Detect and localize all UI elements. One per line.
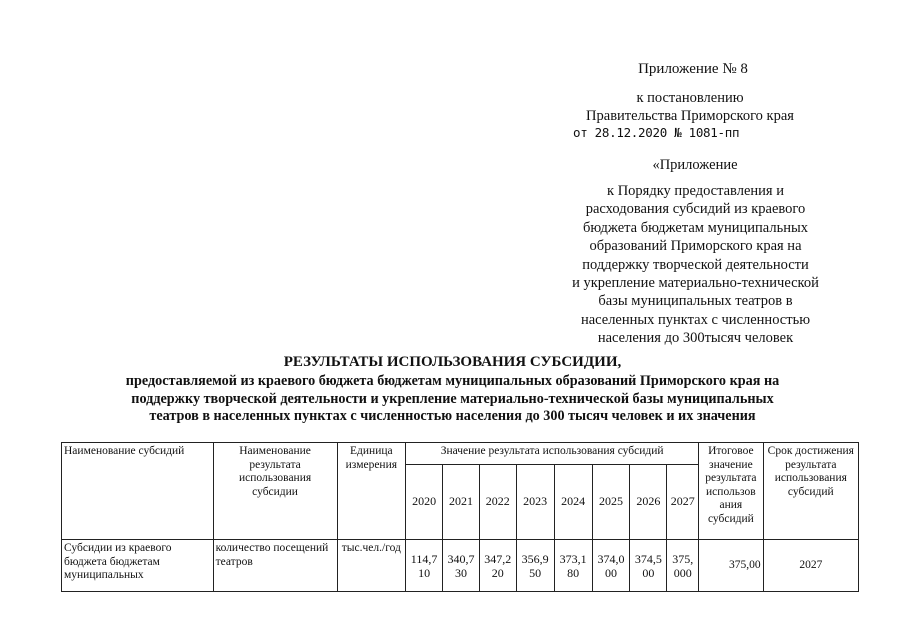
subtitle-line: предоставляемой из краевого бюджета бюджетам муниципальных образований Приморского края на — [125, 373, 780, 389]
cell-value: 347,220 — [479, 540, 516, 592]
header-values: Значение результата использования субсидий — [406, 443, 699, 465]
year-header: 2027 — [667, 465, 699, 540]
cell-subsidy: Субсидии из краевого бюджета бюджетам муниципальных — [62, 540, 214, 592]
cell-total: 375,00 — [699, 540, 764, 592]
year-header: 2024 — [554, 465, 592, 540]
cell-value: 374,000 — [592, 540, 630, 592]
header-deadline: Срок достижения результата использования субсидий — [763, 443, 858, 540]
cell-unit: тыс.чел./год — [337, 540, 406, 592]
results-table — [61, 442, 859, 592]
procedure-line: к Порядку предоставления и — [607, 183, 784, 199]
procedure-line: образований Приморского края на — [589, 238, 802, 255]
header-subsidy-name: Наименование субсидий — [62, 443, 214, 540]
cell-value: 340,730 — [443, 540, 480, 592]
government-line: Правительства Приморского края — [586, 108, 794, 124]
procedure-line: и укрепление материально-технической — [572, 275, 819, 292]
year-header: 2021 — [443, 465, 480, 540]
subtitle-line: поддержку творческой деятельности и укрепление материально-технической базы муниципальных — [131, 390, 774, 407]
document-subtitle — [0, 373, 905, 426]
cell-deadline: 2027 — [763, 540, 858, 592]
cell-value: 356,950 — [516, 540, 554, 592]
procedure-line: населения до 300тысяч человек — [597, 330, 794, 347]
year-header: 2022 — [479, 465, 516, 540]
header-unit: Единица измерения — [337, 443, 406, 540]
cell-value: 373,180 — [554, 540, 592, 592]
header-total: Итоговое значение результата использов ания субсидий — [699, 443, 764, 540]
appendix-title: Приложение № 8 — [638, 61, 748, 77]
table-row — [62, 540, 859, 592]
procedure-line: базы муниципальных театров в — [598, 293, 793, 310]
year-header: 2020 — [406, 465, 443, 540]
cell-value: 114,710 — [406, 540, 443, 592]
year-header: 2026 — [630, 465, 667, 540]
to-decree-line: к постановлению — [636, 90, 744, 106]
cell-result: количество посещений театров — [213, 540, 337, 592]
table-header-row — [62, 443, 859, 465]
procedure-line: населенных пунктах с численностью — [580, 311, 811, 328]
quote-appendix: «Приложение — [652, 157, 738, 173]
cell-value: 375,000 — [667, 540, 699, 592]
header-result-name: Наименование результата использования субсидии — [213, 443, 337, 540]
decree-reference — [560, 89, 820, 125]
procedure-reference — [548, 182, 843, 348]
decree-date: от 28.12.2020 № 1081-пп — [573, 125, 740, 140]
year-header: 2025 — [592, 465, 630, 540]
cell-value: 374,500 — [630, 540, 667, 592]
procedure-line: бюджета бюджетам муниципальных — [583, 219, 808, 236]
year-header: 2023 — [516, 465, 554, 540]
subtitle-line: театров в населенных пунктах с численностью населения до 300 тысяч человек и их значения — [149, 408, 756, 424]
procedure-line: расходования субсидий из краевого — [585, 201, 806, 218]
procedure-line: поддержку творческой деятельности — [582, 256, 809, 273]
document-title: РЕЗУЛЬТАТЫ ИСПОЛЬЗОВАНИЯ СУБСИДИИ, — [283, 354, 622, 370]
